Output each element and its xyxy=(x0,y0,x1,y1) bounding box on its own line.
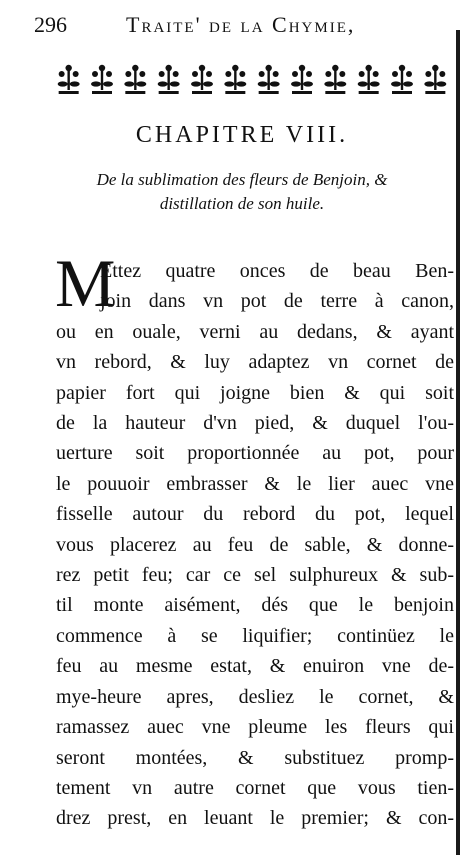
page-header xyxy=(34,8,454,42)
text-line: tement vn autre cornet que vous tien- xyxy=(56,776,454,799)
fleuron-icon xyxy=(224,65,246,94)
body-paragraph xyxy=(55,245,454,834)
text-line: mye-heure apres, desliez le cornet, & xyxy=(56,685,454,708)
text-line: le pouuoir embrasser & le lier auec vne xyxy=(56,472,454,495)
text-line: Ettez quatre onces de beau Ben- xyxy=(100,260,454,282)
text-line: rez petit feu; car ce sel sulphureux & sub- xyxy=(56,564,454,587)
text-line: feu au mesme estat, & enuiron vne de- xyxy=(56,655,454,678)
text-line: uerture soit proportionnée au pot, pour xyxy=(56,442,454,465)
running-head: Traite' de la Chymie, xyxy=(126,12,356,37)
text-line: ou en ouale, verni au dedans, & ayant xyxy=(56,320,454,343)
text-line: vn rebord, & luy adaptez vn cornet de xyxy=(56,351,454,374)
fleuron-band-icon xyxy=(52,60,452,100)
subtitle-line: distillation de son huile. xyxy=(159,194,325,213)
fleuron-icon xyxy=(391,65,413,94)
text-line: join dans vn pot de terre à canon, xyxy=(100,290,454,313)
text-line: vous placerez au feu de sable, & donne- xyxy=(56,533,454,556)
text-line: ramassez auec vne pleume les fleurs qui xyxy=(56,716,454,739)
text-line: commence à se liquifier; continüez le xyxy=(56,624,454,647)
fleuron-icon xyxy=(58,65,80,94)
subtitle-line: De la sublimation des fleurs de Benjoin, & xyxy=(96,170,388,189)
chapter-subtitle xyxy=(50,168,434,216)
fleuron-icon xyxy=(191,65,213,94)
fleuron-icon xyxy=(358,65,380,94)
page-edge-shadow xyxy=(456,30,460,855)
fleuron-icon xyxy=(258,65,280,94)
fleuron-icon xyxy=(324,65,346,94)
text-line: fisselle autour du rebord du pot, lequel xyxy=(56,503,454,526)
chapter-title: CHAPITRE VIII. xyxy=(135,122,349,148)
text-line: drez prest, en leuant le premier; & con- xyxy=(56,807,454,830)
text-line: papier fort qui joigne bien & qui soit xyxy=(56,381,454,404)
fleuron-icon xyxy=(158,65,180,94)
fleuron-icon xyxy=(291,65,313,94)
text-line: de la hauteur d'vn pied, & duquel l'ou- xyxy=(56,412,454,435)
drop-cap: M xyxy=(55,245,116,321)
text-line: til monte aisément, dés que le benjoin xyxy=(56,594,454,617)
fleuron-icon xyxy=(124,65,146,94)
fleuron-icon xyxy=(91,65,113,94)
page-number: 296 xyxy=(34,12,67,37)
text-line: seront montées, & substituez promp- xyxy=(56,746,454,769)
fleuron-icon xyxy=(424,65,446,94)
